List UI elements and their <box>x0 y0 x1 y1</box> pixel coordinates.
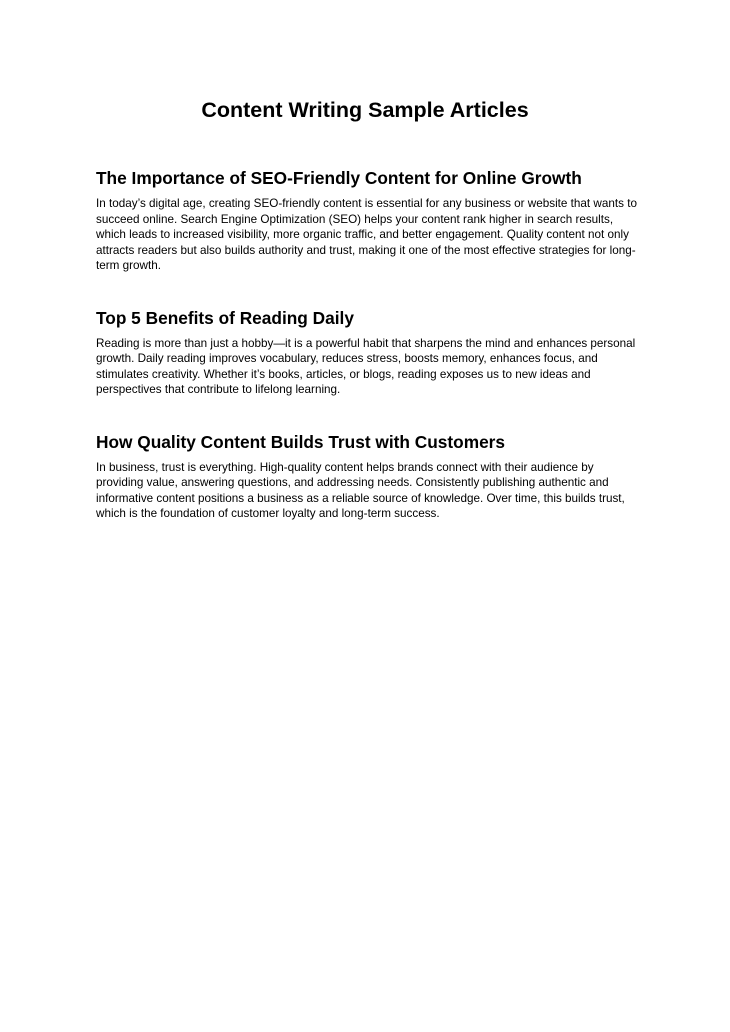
article-quality-content-trust <box>96 432 634 522</box>
article-body: In business, trust is everything. High-quality content helps brands connect with their audience by providing value, answering questions, and addressing needs. Consistently publishing authentic and informative content positions a business as a reliable source of knowledge. Over time, this builds trust, which is the foundation of customer loyalty and long-term success. <box>96 460 625 520</box>
article-heading: Top 5 Benefits of Reading Daily <box>96 307 354 328</box>
article-reading-benefits <box>96 308 634 398</box>
article-body: In today’s digital age, creating SEO-friendly content is essential for any business or website that wants to succeed online. Search Engine Optimization (SEO) helps your content rank higher in search results, which leads to increased visibility, more organic traffic, and better engagement. Quality content not only attracts readers but also builds authority and trust, making it one of the most effective strategies for long-term growth. <box>96 197 637 272</box>
article-heading: The Importance of SEO-Friendly Content for Online Growth <box>96 168 582 188</box>
document-title: Content Writing Sample Articles <box>201 98 529 122</box>
article-seo-content <box>96 168 637 274</box>
article-body: Reading is more than just a hobby—it is a powerful habit that sharpens the mind and enhances personal growth. Daily reading improves vocabulary, reduces stress, boosts memory, enhances focus, and stimulates creativity. Whether it’s books, articles, or blogs, reading exposes us to new ideas and perspectives that contribute to lifelong learning. <box>96 336 636 396</box>
article-heading: How Quality Content Builds Trust with Customers <box>96 431 506 452</box>
